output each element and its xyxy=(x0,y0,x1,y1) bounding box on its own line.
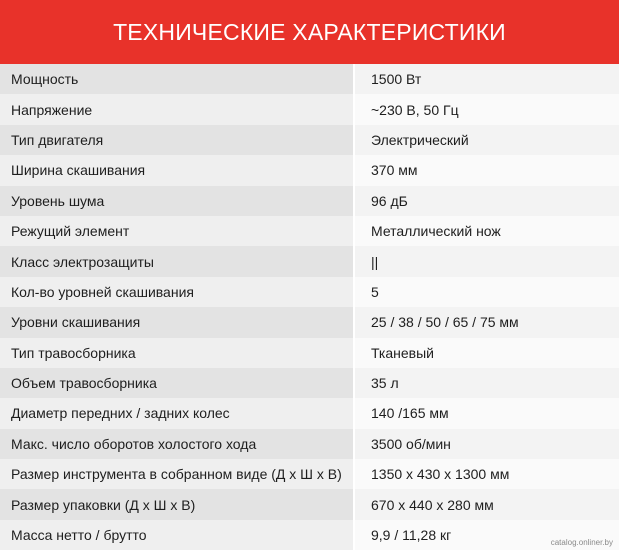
table-row xyxy=(0,186,619,216)
spec-name: Мощность xyxy=(0,64,355,94)
spec-name: Кол-во уровней скашивания xyxy=(0,277,355,307)
spec-name: Ширина скашивания xyxy=(0,155,355,185)
spec-name: Объем травосборника xyxy=(0,368,355,398)
spec-value: 25 / 38 / 50 / 65 / 75 мм xyxy=(355,307,619,337)
spec-value: || xyxy=(355,246,619,276)
spec-name: Класс электрозащиты xyxy=(0,246,355,276)
spec-value: ~230 В, 50 Гц xyxy=(355,94,619,124)
spec-value: 370 мм xyxy=(355,155,619,185)
spec-name: Тип двигателя xyxy=(0,125,355,155)
table-row xyxy=(0,489,619,519)
spec-value: 1500 Вт xyxy=(355,64,619,94)
spec-name: Размер упаковки (Д х Ш х В) xyxy=(0,489,355,519)
table-row xyxy=(0,429,619,459)
spec-value: 3500 об/мин xyxy=(355,429,619,459)
table-row xyxy=(0,125,619,155)
spec-value: 35 л xyxy=(355,368,619,398)
spec-value: 140 /165 мм xyxy=(355,398,619,428)
header-banner xyxy=(0,0,619,64)
table-row xyxy=(0,338,619,368)
spec-name: Уровень шума xyxy=(0,186,355,216)
spec-value: Электрический xyxy=(355,125,619,155)
table-row xyxy=(0,94,619,124)
table-row xyxy=(0,246,619,276)
spec-name: Напряжение xyxy=(0,94,355,124)
table-row xyxy=(0,307,619,337)
watermark: catalog.onliner.by xyxy=(550,538,613,547)
table-row xyxy=(0,368,619,398)
table-row xyxy=(0,155,619,185)
spec-name: Уровни скашивания xyxy=(0,307,355,337)
spec-name: Масса нетто / брутто xyxy=(0,520,355,550)
spec-name: Диаметр передних / задних колес xyxy=(0,398,355,428)
table-row xyxy=(0,216,619,246)
page-title: ТЕХНИЧЕСКИЕ ХАРАКТЕРИСТИКИ xyxy=(113,18,506,45)
spec-value: 9,9 / 11,28 кг xyxy=(355,520,619,550)
spec-value: 1350 х 430 х 1300 мм xyxy=(355,459,619,489)
spec-value: 96 дБ xyxy=(355,186,619,216)
table-row xyxy=(0,520,619,550)
spec-value: Тканевый xyxy=(355,338,619,368)
spec-name: Режущий элемент xyxy=(0,216,355,246)
spec-value: 670 х 440 х 280 мм xyxy=(355,489,619,519)
table-row xyxy=(0,459,619,489)
spec-name: Макс. число оборотов холостого хода xyxy=(0,429,355,459)
spec-name: Размер инструмента в собранном виде (Д х Ш х В) xyxy=(0,459,355,489)
spec-name: Тип травосборника xyxy=(0,338,355,368)
table-row xyxy=(0,398,619,428)
table-row xyxy=(0,277,619,307)
spec-value: 5 xyxy=(355,277,619,307)
spec-value: Металлический нож xyxy=(355,216,619,246)
spec-table xyxy=(0,64,619,550)
table-row xyxy=(0,64,619,94)
